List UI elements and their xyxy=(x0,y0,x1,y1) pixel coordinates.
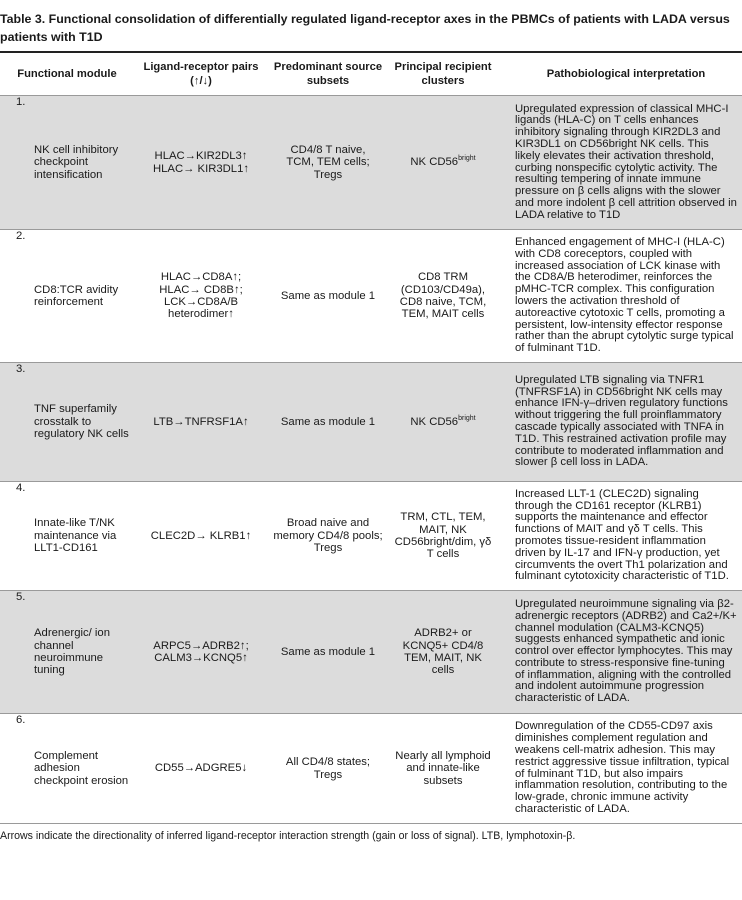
table-row xyxy=(0,481,742,590)
source-subsets: Broad naive and memory CD4/8 pools; Tregs xyxy=(273,517,383,555)
header-interpretation: Pathobiological interpretation xyxy=(546,68,706,80)
source-subsets: Same as module 1 xyxy=(280,415,376,428)
table-footnote: Arrows indicate the directionality of inferred ligand-receptor interaction strength (gain or loss of signal). LTB, lymphotoxin-β. xyxy=(0,830,576,842)
recipient-clusters: CD8 TRM (CD103/CD49a), CD8 naive, TCM, TEM, MAIT cells xyxy=(399,271,487,321)
module-name: Innate-like T/NK maintenance via LLT1-CD161 xyxy=(34,517,117,555)
table-row xyxy=(0,713,742,823)
recipient-clusters: Nearly all lymphoid and innate-like subsets xyxy=(395,749,491,787)
bottom-rule xyxy=(0,823,742,824)
interpretation: Upregulated LTB signaling via TNFR1 (TNFRSF1A) in CD56bright NK cells may enhance IFN-γ–driven regulatory functions without triggering the full proinflammatory cascade typically associated with TNFA in T1D. This restrained activation profile may contribute to moderated inflammation and slower β cell loss in LADA. xyxy=(515,373,728,469)
header-module: Functional module xyxy=(17,68,117,80)
interpretation: Increased LLT-1 (CLEC2D) signaling through the CD161 receptor (KLRB1) supports the maintenance and effector functions of MAIT and γδ T cells. This promotes tissue-resident inflammation driven by IL-17 and IFN-γ production, yet circumvents the overt Th1 polarization and fulminant cytotoxicity characteristic of T1D. xyxy=(515,487,729,583)
source-subsets: CD4/8 T naive, TCM, TEM cells; Tregs xyxy=(286,143,370,181)
source-subsets: Same as module 1 xyxy=(280,645,376,658)
row-number: 1. xyxy=(16,96,26,108)
header-recipient: Principal recipient clusters xyxy=(394,61,492,87)
interpretation: Upregulated neuroimmune signaling via β2-adrenergic receptors (ADRB2) and Ca2+/K+ channel modulation (CALM3-KCNQ5) suggests enhanced sympathetic and ionic control over effector lymphocytes. This may contribute to stress-responsive fine-tuning of inflammation, aligning with the controlled and indolent autoimmune progression characteristic of LADA. xyxy=(515,597,737,705)
table-body xyxy=(0,95,742,823)
source-subsets: Same as module 1 xyxy=(280,289,376,302)
row-number: 6. xyxy=(16,714,26,726)
row-number: 4. xyxy=(16,482,26,494)
table-caption: Table 3. Functional consolidation of differentially regulated ligand-receptor axes in the PBMCs of patients with LADA versus patients with T1D xyxy=(0,12,730,44)
module-name: NK cell inhibitory checkpoint intensification xyxy=(34,143,119,181)
ligand-receptor-pairs: CD55→ADGRE5↓ xyxy=(154,762,248,775)
module-name: TNF superfamily crosstalk to regulatory NK cells xyxy=(34,403,129,441)
interpretation: Enhanced engagement of MHC-I (HLA-C) with CD8 coreceptors, coupled with increased association of LCK kinase with the CD8A/B heterodimer, reinforces the pMHC-TCR complex. This configuration lowers the activation threshold of autoreactive cytotoxic T cells, promoting a persistent, low-intensity effector response rather than the abrupt cytolytic surge typical of fulminant T1D. xyxy=(515,236,734,355)
table-row xyxy=(0,362,742,481)
ligand-receptor-pairs: HLAC→CD8A↑; HLAC→ CD8B↑; LCK→CD8A/B heterodimer↑ xyxy=(159,271,243,321)
row-number: 2. xyxy=(16,230,26,242)
header-source: Predominant source subsets xyxy=(273,61,383,87)
recipient-clusters: NK $CD56^{bright}$ xyxy=(410,415,476,428)
table-row xyxy=(0,95,742,229)
row-number: 5. xyxy=(16,591,26,603)
interpretation: Downregulation of the CD55-CD97 axis diminishes complement regulation and weakens cell-matrix adhesion. This may restrict aggressive tissue infiltration, typical of fulminant T1D, but also impairs inflammation resolution, contributing to the low-grade, chronic immune activity characteristic of LADA. xyxy=(515,720,730,815)
recipient-clusters: TRM, CTL, TEM, MAIT, NK CD56bright/dim, γδ T cells xyxy=(394,511,492,561)
table-row xyxy=(0,590,742,713)
table-header xyxy=(0,53,742,95)
recipient-clusters: ADRB2+ or KCNQ5+ CD4/8 TEM, MAIT, NK cells xyxy=(402,627,484,677)
module-name: Complement adhesion checkpoint erosion xyxy=(34,749,129,787)
ligand-receptor-pairs: LTB→TNFRSF1A↑ xyxy=(153,415,249,428)
ligand-receptor-pairs: ARPC5→ADRB2↑; CALM3→KCNQ5↑ xyxy=(153,639,249,664)
ligand-receptor-pairs: CLEC2D→ KLRB1↑ xyxy=(150,529,252,542)
table-row xyxy=(0,229,742,362)
module-name: CD8:TCR avidity reinforcement xyxy=(34,283,119,308)
interpretation: Upregulated expression of classical MHC-I ligands (HLA-C) on T cells enhances inhibitory signaling through KIR2DL3 and KIR3DL1 on CD56bright NK cells. This likely elevates their activation threshold, curbing nonspecific cytolytic activity. The resulting tempering of innate immune pressure on β cells aligns with the slower and more indolent β cell attrition observed in LADA relative to T1D xyxy=(515,102,737,221)
source-subsets: All CD4/8 states; Tregs xyxy=(285,756,371,781)
module-name: Adrenergic/ ion channel neuroimmune tuning xyxy=(34,627,110,677)
ligand-receptor-pairs: HLAC→KIR2DL3↑ HLAC→ KIR3DL1↑ xyxy=(152,150,250,175)
header-pairs: Ligand-receptor pairs (↑/↓) xyxy=(143,61,259,87)
row-number: 3. xyxy=(16,363,26,375)
recipient-clusters: NK $CD56^{bright}$ xyxy=(410,155,476,169)
